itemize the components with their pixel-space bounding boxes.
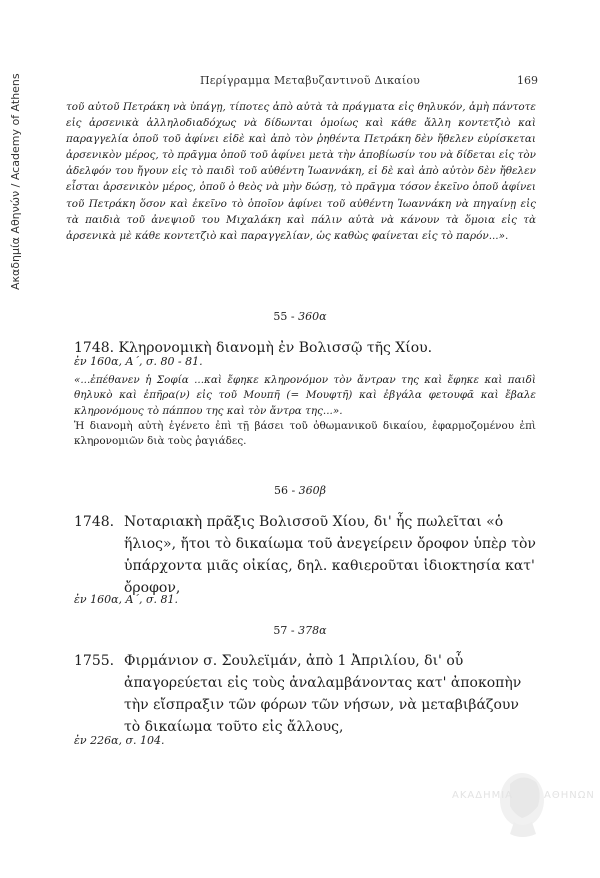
entry-note: Ἡ διανομὴ αὐτὴ ἐγένετο ἐπὶ τῇ βάσει τοῦ ὀθωμανικοῦ δικαίου, ἐφαρμοζομένου ἐπὶ κληρονομιῶν διὰ τοὺς ῥαγιάδες. <box>74 420 536 448</box>
entry-reference: ἐν 160α, Α΄, σ. 81. <box>74 593 178 606</box>
academy-watermark <box>452 762 595 852</box>
entry-quote: «...ἐπέθανεν ἡ Σοφία ...καὶ ἔφηκε κληρονόμον τὸν ἄντραν της καὶ ἔφηκε καὶ παιδὶ θηλυκὸ καὶ ἐπῆρα(ν) εἰς τοῦ Μουπῆ (= Μουφτῆ) καὶ ἐβγάλα φετουφᾶ καὶ ἔβαλε κληρονόμους τὸ πάππου της καὶ τὸν ἄντρα της...». <box>74 374 536 417</box>
entry-year: 1755. <box>74 653 115 669</box>
section-number-suffix: 360α <box>298 310 327 323</box>
watermark-left-text: ΑΚΑΔΗΜΙΑ <box>452 790 514 801</box>
sidebar-credit-text: Ακαδημία Αθηνών / Academy of Athens <box>9 73 22 290</box>
entry-title: Φιρμάνιον σ. Σουλεϊμάν, ἀπὸ 1 Ἀπριλίου, δι' οὗ ἀπαγορεύεται εἰς τοὺς ἀναλαμβάνοντας κατ' ἀποκοπὴν τὴν εἴσπραξιν τῶν φόρων τῶν νήσων, νὰ μεταβιβάζουν τὸ δικαίωμα τοῦτο εἰς ἄλλους, <box>124 653 522 735</box>
section-number-suffix: 360β <box>298 484 327 497</box>
section-number-suffix: 378α <box>298 624 327 637</box>
page-number: 169 <box>517 74 538 87</box>
section-number: 57 - 378α <box>273 624 327 637</box>
opening-quote: τοῦ αὐτοῦ Πετράκη νὰ ὑπάγῃ, τίποτες ἀπὸ αὐτὰ τὰ πράγματα εἰς θηλυκόν, ἀμὴ πάντοτε εἰς ἀρσενικὰ ἀλληλοδιαδόχως νὰ δίδωνται ὁμοίως καὶ κάθε ἄλλη κοντετζιὸ καὶ παραγγελία ὁποῦ τοῦ ἀφίνει εἰδὲ καὶ ἀπὸ τὸν ῥηθέντα Πετράκη δὲν ἤθελεν εὑρίσκεται ἀρσενικὸν μέρος, τὸ πρᾶγμα ὁποῦ τοῦ ἀφίνει μετὰ τὴν ἀποβίωσίν του νὰ δίδεται εἰς τὸν ἀδελφόν του ἤγουν εἰς τὸ παιδὶ τοῦ αὐθέντη Ἰωαννάκη, εἰ δὲ καὶ ἀπὸ αὐτὸν δὲν ἤθελεν εἶσται ἀρσενικὸν μέρος, ὁποῦ ὁ θεὸς νὰ μὴν δώσῃ, τὸ πρᾶγμα τόσον ἐκεῖνο ὁποῦ ἀφίνει τοῦ Πετράκη ὅσον καὶ ἐκεῖνο τὸ ὁποῖον ἀφίνει τοῦ αὐθέντη Ἰωαννάκη νὰ πηγαίνῃ εἰς τὰ παιδιὰ τοῦ ἀνεψιοῦ του Μιχαλάκη καὶ πάλιν αὐτὰ νὰ κάνουν τὰ ὅμοια εἰς τὰ ἀρσενικὰ μὲ κάθε κοντετζιὸ καὶ παραγγελίαν, ὡς καθὼς φαίνεται εἰς τὸ παρόν...». <box>66 101 536 242</box>
entry-reference: ἐν 226α, σ. 104. <box>74 734 165 747</box>
section-number-main: 56 <box>273 484 288 497</box>
sidebar-credit <box>6 40 26 290</box>
section-number: 55 - 360α <box>273 310 327 323</box>
entry-title: Κληρονομικὴ διανομὴ ἐν Βολισσῷ τῆς Χίου. <box>118 340 433 356</box>
entry-title: Νοταριακὴ πρᾶξις Βολισσοῦ Χίου, δι' ἧς πωλεῖται «ὁ ἥλιος», ἤτοι τὸ δικαίωμα τοῦ ἀνεγείρειν ὄροφον ὑπὲρ τὸν ὑπάρχοντα μιᾶς οἰκίας, δηλ. καθιεροῦται ἰδιοκτησία κατ' ὄροφον, <box>124 514 536 596</box>
watermark-right-text: ΑΘΗΝΩΝ <box>544 790 595 801</box>
section-number-main: 57 <box>273 624 288 637</box>
running-head: Περίγραμμα Μεταβυζαντινοῦ Δικαίου <box>200 74 421 87</box>
athena-seal-icon <box>452 762 592 852</box>
entry-year: 1748. <box>74 340 115 356</box>
section-number-main: 55 <box>273 310 288 323</box>
entry-reference: ἐν 160α, Α΄, σ. 80 - 81. <box>74 355 203 368</box>
entry-year: 1748. <box>74 514 115 530</box>
section-number: 56 - 360β <box>273 484 327 497</box>
